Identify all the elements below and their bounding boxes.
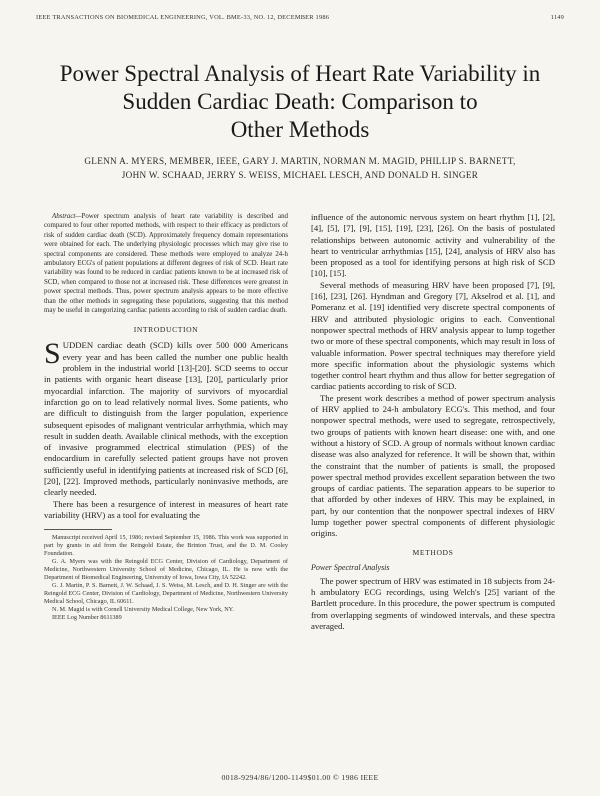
- footnote: Manuscript received April 15, 1986; revised September 15, 1986. This work was supported in part by grants in aid from the Reingold Estate, the Brinton Trust, and the D. M. Cooley Foundation.: [44, 534, 288, 558]
- intro-paragraph-text: UDDEN cardiac death (SCD) kills over 500 000 Americans every year and has been called the number one public health problem in the industrial world [13]-[20]. SCD seems to occur in patients with organic heart disease [13], [20], particularly prior myocardial infarction. The majority of survivors of myocardial infarction go on to lead relatively normal lives. Some patients, who are difficult to distinguish from the larger population, experience subsequent episodes of malignant ventricular arrhythmia, which may result in sudden death. Available clinical methods, with the exception of invasive programmed electrical stimulation (PES) of the endocardium in carefully selected patient groups have not proven sufficiently useful in identifying patients at increased risk of SCD [6], [20], [22]. Improved methods, particularly noninvasive methods, are clearly needed.: [44, 340, 288, 498]
- intro-paragraph: [44, 337, 288, 498]
- introduction-heading: INTRODUCTION: [133, 325, 199, 335]
- footnote: G. J. Martin, P. S. Barnett, J. W. Schaad, J. S. Weiss, M. Lesch, and D. H. Singer are with the Reingold ECG Center, Division of Cardiology, Department of Medicine, Northwestern University Medical School, Chicago, IL 60611.: [44, 582, 288, 606]
- page-number: 1149: [550, 14, 564, 21]
- title-line: Sudden Cardiac Death: Comparison to: [122, 89, 478, 114]
- paper-title: [40, 60, 560, 144]
- author-line: JOHN W. SCHAAD, JERRY S. WEISS, MICHAEL LESCH, AND DONALD H. SINGER: [121, 170, 479, 180]
- body-paragraph: influence of the autonomic nervous system on heart rhythm [1], [2], [4], [5], [7], [9], [15], [19], [23], [26]. On the basis of postulated relationships between autonomic activity and vulnerability of the heart to ventricular arrhythmias [15], [24], analysis of HRV also has been proposed as a tool for identifying persons at high risk of SCD [10], [15].: [311, 212, 555, 279]
- author-line: GLENN A. MYERS, MEMBER, IEEE, GARY J. MARTIN, NORMAN M. MAGID, PHILLIP S. BARNETT,: [84, 156, 516, 166]
- footnote-rule: [44, 529, 112, 530]
- author-list: [40, 154, 560, 182]
- running-head: [36, 14, 564, 21]
- abstract: [44, 212, 288, 315]
- footnote: G. A. Myers was with the Reingold ECG Center, Division of Cardiology, Department of Medicine, Northwestern University School of Medicine, Chicago, IL. He is now with the Department of Biomedical Engineering, University of Iowa, Iowa City, IA 52242.: [44, 558, 288, 582]
- footnote: N. M. Magid is with Cornell University Medical College, New York, NY.: [52, 606, 234, 614]
- body-paragraph: Several methods of measuring HRV have been proposed [7], [9], [16], [23], [26]. Hyndman and Gregory [7], Akselrod et al. [1], and Pomeranz et al. [19] identified very discrete spectral components of HRV and attributed physiologic origins to each. Conventional nonpower spectral methods of HRV analysis appear to lump together two or more of these spectral components, which may result in loss of valuable information. Power spectral techniques may therefore yield more specific information about the physiologic systems which together control heart rhythm and thus allow for better segregation of cardiac patients according to risk of SCD.: [311, 279, 555, 392]
- title-line: Power Spectral Analysis of Heart Rate Variability in: [59, 61, 541, 86]
- abstract-text: Power spectrum analysis of heart rate variability is described and compared to four other reported methods, with respect to their efficacy as predictors of risk of sudden cardiac death (SCD). Approximately frequency domain representations were obtained for each. The underlying physiologic processes which may give rise to spectral components are considered. These methods were employed to analyze 24-h ambulatory ECG's of patient populations at different degrees of risk of SCD. Heart rate variability was found to be reduced in cardiac patients known to be at increased risk of SCD, when compared to those not at increased risk. These differences were greatest in power spectral methods. Thus, power spectrum analysis appears to be more effective than the other methods in segregating these populations, suggesting that this method may be useful in categorizing cardiac patients according to risk of sudden cardiac death.: [44, 213, 288, 315]
- body-paragraph: The power spectrum of HRV was estimated in 18 subjects from 24-h ambulatory ECG recordings, using Welch's [25] variant of the Bartlett procedure. In this procedure, the power spectrum is computed from overlapping segments of windowed intervals, and these spectra averaged.: [311, 575, 555, 631]
- footnote: IEEE Log Number 8611389: [52, 614, 122, 622]
- title-line: Other Methods: [230, 117, 370, 142]
- methods-heading: METHODS: [412, 547, 454, 557]
- drop-cap: S: [44, 337, 61, 371]
- intro-paragraph-2: There has been a resurgence of interest in measures of heart rate variability (HRV) as a tool for evaluating the: [44, 498, 288, 520]
- body-paragraph: The present work describes a method of power spectrum analysis of HRV applied to 24-h ambulatory ECG's. This method, and four nonpower spectral methods, were used to segregate, retrospectively, two groups of patients with known heart disease: one with, and one without a history of SCD. A group of normals without known cardiac disease was also analyzed for reference. It will be shown that, within the constraint that the number of patients is small, the proposed power spectral method provides excellent separation between the two groups of cardiac patients. The separation appears to be superior to that afforded by other indexes of HRV. This may be explained, in part, by our contention that the nonpower spectral indexes of HRV lump together power spectral components of different physiologic origins.: [311, 392, 555, 539]
- power-spectral-heading: Power Spectral Analysis: [311, 562, 390, 572]
- running-head-text: IEEE TRANSACTIONS ON BIOMEDICAL ENGINEERING, VOL. BME-33, NO. 12, DECEMBER 1986: [36, 14, 330, 21]
- abstract-lead: Abstract—: [52, 213, 82, 220]
- left-column: [44, 212, 288, 622]
- copyright-footer: 0018-9294/86/1200-1149$01.00 © 1986 IEEE: [221, 773, 379, 782]
- right-column: [311, 212, 555, 632]
